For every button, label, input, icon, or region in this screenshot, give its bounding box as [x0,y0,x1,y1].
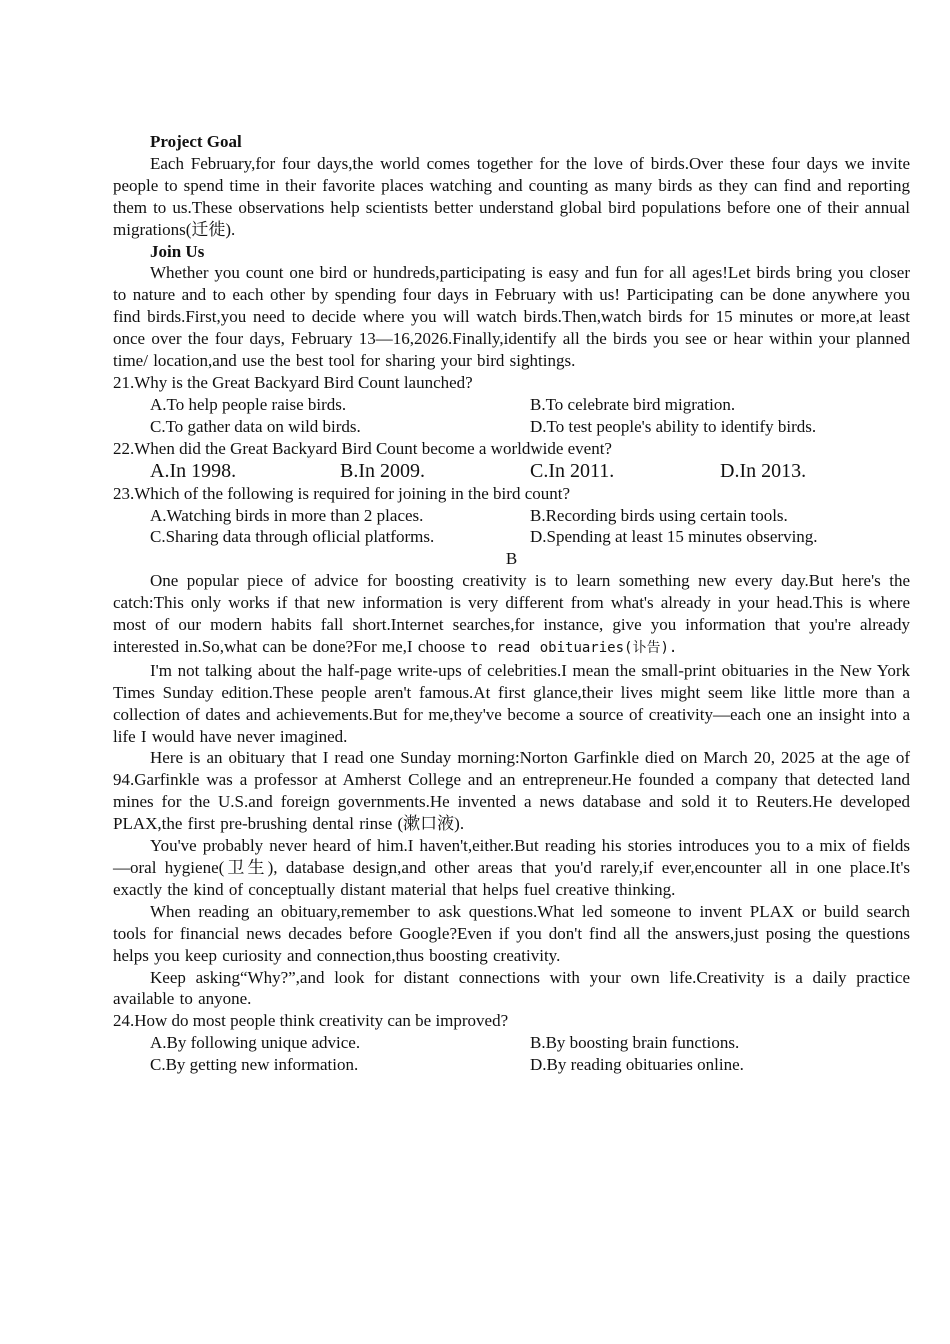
question-21-option-b: B.To celebrate bird migration. [530,394,736,414]
question-23-option-b: B.Recording birds using certain tools. [530,505,788,525]
question-22-stem: 22.When did the Great Backyard Bird Count become a worldwide event? [113,438,612,458]
question-24-options-row-2 [113,1054,910,1076]
question-23-options-row-2 [113,526,910,548]
passage-b-paragraph-1 [113,570,910,660]
question-24-stem: 24.How do most people think creativity can be improved? [113,1011,509,1031]
question-22-option-c: C.In 2011. [530,459,615,482]
passage-b-paragraph-2: I'm not talking about the half-page write-ups of celebrities.I mean the small-print obituaries in the New York Times Sunday edition.These people aren't famous.At first glance,their lives might seem like little more than a collection of dates and achievements.But for me,they've become a source of creativity—each one an insight into a life I would have never imagined. [113,660,910,746]
question-24-option-a: A.By following unique advice. [150,1033,361,1053]
section-b-label: B [505,549,518,569]
paragraph-join-us: Whether you count one bird or hundreds,participating is easy and fun for all ages!Let birds bring you closer to nature and to each other by spending four days in February with us! Participating can be done anywhere you find birds.First,you need to decide where you will watch birds.Then,watch birds for 15 minutes or more,at least once over the four days, February 13—16,2026.Finally,identify all the birds you see or hear within your planned time/ location,and use the best tool for sharing your bird sightings. [113,263,910,371]
question-21-option-d: D.To test people's ability to identify birds. [530,416,817,436]
passage-b-paragraph-4: You've probably never heard of him.I haven't,either.But reading his stories introduces you to a mix of fields—oral hygiene(卫生), database design,and other areas that you'd rarely,if ever,encounter all in one place.It's exactly the kind of conceptually distant material that helps fuel creative thinking. [113,836,910,899]
passage-b-paragraph-3: Here is an obituary that I read one Sunday morning:Norton Garfinkle died on March 20, 2025 at the age of 94.Garfinkle was a professor at Amherst College and an entrepreneur.He founded a company that detected land mines for the U.S.and foreign governments.He invented a news database and sold it to Reuters.He developed PLAX,the first pre-brushing dental rinse (漱口液). [113,748,910,834]
question-21-options-row-2 [113,416,910,438]
question-23-option-d: D.Spending at least 15 minutes observing. [530,527,818,547]
passage-b-paragraph-5: When reading an obituary,remember to ask questions.What led someone to invent PLAX or build search tools for financial news decades before Google?Even if you don't find all the answers,just posing the questions helps you keep curiosity and connection,thus boosting creativity. [113,901,910,965]
question-23-option-c: C.Sharing data through oflicial platforms. [150,527,435,547]
question-23-options-row-1 [113,505,910,527]
question-24-option-d: D.By reading obituaries online. [530,1055,744,1075]
question-22-option-d: D.In 2013. [720,459,807,482]
question-24-options-row-1 [113,1032,910,1054]
question-22-options [113,460,910,483]
question-23-option-a: A.Watching birds in more than 2 places. [150,505,424,525]
question-24-option-b: B.By boosting brain functions. [530,1033,740,1053]
question-21-stem: 21.Why is the Great Backyard Bird Count launched? [113,372,473,392]
heading-project-goal: Project Goal [150,132,242,151]
heading-join-us: Join Us [150,241,205,261]
question-22-option-a: A.In 1998. [150,459,237,482]
question-23-stem: 23.Which of the following is required for joining in the bird count? [113,483,571,503]
passage-b-paragraph-1-mono-text: to read obituaries(讣告). [470,639,678,656]
paragraph-project-goal: Each February,for four days,the world comes together for the love of birds.Over these four days we invite people to spend time in their favorite places watching and counting as many birds as they can find and reporting them to us.These observations help scientists better understand global bird populations before one of their annual migrations(迁徙). [113,153,910,239]
question-21-option-a: A.To help people raise birds. [150,394,347,414]
passage-b-paragraph-1-text: One popular piece of advice for boosting creativity is to learn something new every day.But here's the catch:This only works if that new information is very different from what's already in your head.This is where most of our modern habits fall short.Internet searches,for instance, give you information that you're already interested in.So,what can be done?For me,I choose [113,571,910,656]
question-24-option-c: C.By getting new information. [150,1055,359,1075]
question-21-options-row-1 [113,394,910,416]
question-21-option-c: C.To gather data on wild birds. [150,416,361,436]
passage-b-paragraph-6: Keep asking“Why?”,and look for distant connections with your own life.Creativity is a daily practice available to anyone. [113,967,910,1009]
question-22-option-b: B.In 2009. [340,459,425,482]
